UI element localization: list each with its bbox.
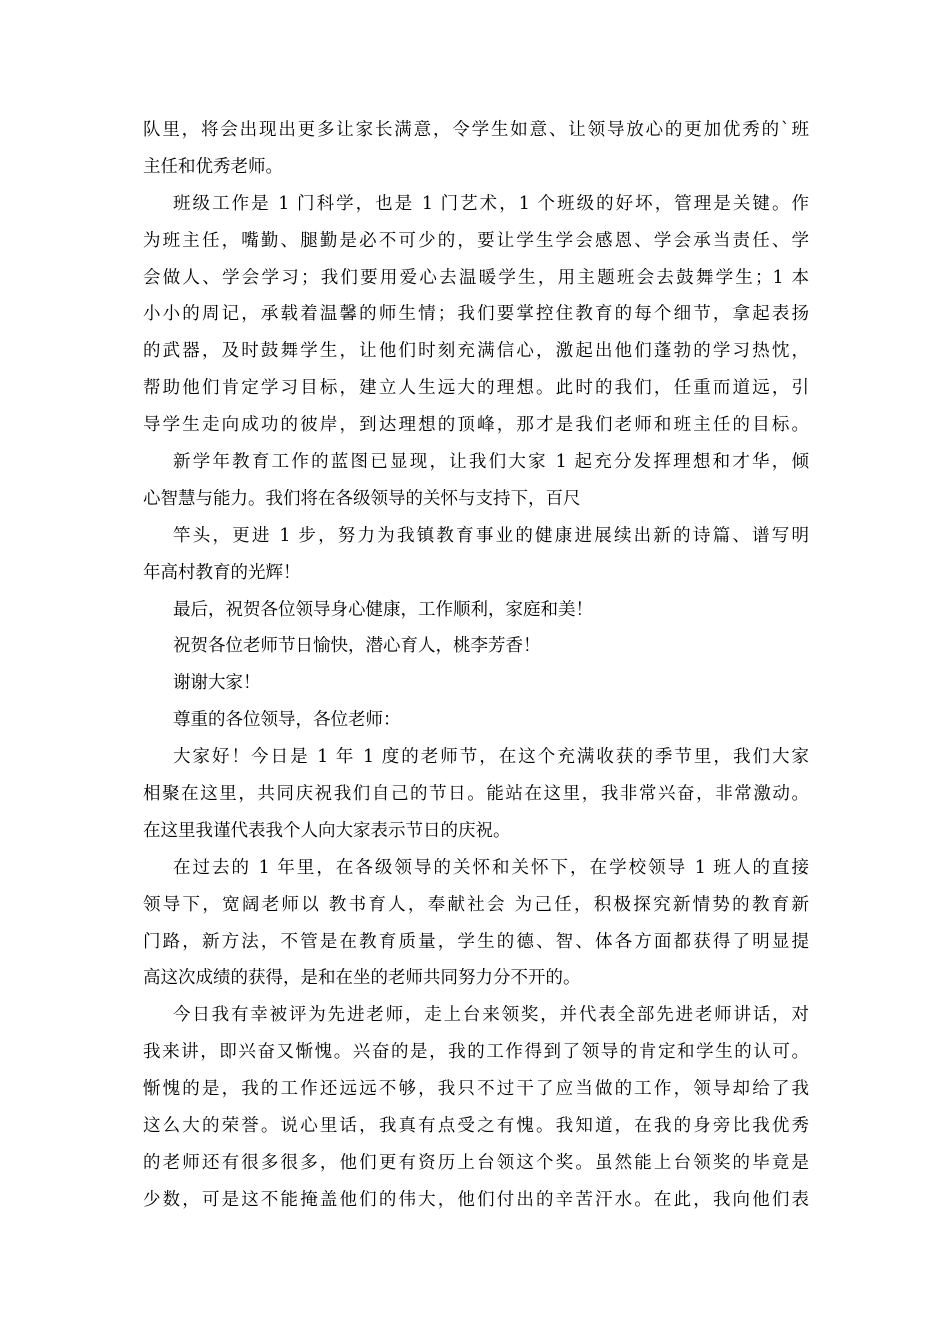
text-line: 谢谢大家！ [173,673,261,694]
text-line: 队里，将会出现出更多让家长满意，令学生如意、让领导放心的更加优秀的`班 [143,120,809,140]
text-line: 少数，可是这不能掩盖他们的伟大，他们付出的辛苦汗水。在此，我向他们表 [143,1189,809,1210]
text-line: 心智慧与能力。我们将在各级领导的关怀与支持下，百尺 [143,488,581,509]
text-line: 在过去的 1 年里，在各级领导的关怀和关怀下，在学校领导 1 班人的直接 [173,857,809,878]
text-line: 最后，祝贺各位领导身心健康，工作顺利，家庭和美！ [173,599,593,620]
text-line: 我来讲，即兴奋又惭愧。兴奋的是，我的工作得到了领导的肯定和学生的认可。 [143,1042,809,1063]
document-page [143,112,809,1219]
text-line: 在这里我谨代表我个人向大家表示节日的庆祝。 [143,820,511,841]
text-line: 的武器，及时鼓舞学生，让他们时刻充满信心，激起出他们蓬勃的学习热忱， [143,341,809,362]
text-line: 导学生走向成功的彼岸，到达理想的顶峰，那才是我们老师和班主任的目标。 [143,415,809,436]
text-line: 尊重的各位领导，各位老师： [173,710,401,731]
text-line: 门路，新方法，不管是在教育质量，学生的德、智、体各方面都获得了明显提 [143,931,809,952]
text-line: 高这次成绩的获得，是和在坐的老师共同努力分不开的。 [143,968,581,989]
text-line: 祝贺各位老师节日愉快，潜心育人，桃李芳香！ [173,636,541,657]
text-line: 竿头，更进 1 步，努力为我镇教育事业的健康进展续出新的诗篇、谱写明 [173,525,809,546]
text-line: 领导下，宽阔老师以 教书育人，奉献社会 为己任，积极探究新情势的教育新 [143,894,809,915]
text-line: 主任和优秀老师。 [143,156,283,177]
text-line: 为班主任，嘴勤、腿勤是必不可少的，要让学生学会感恩、学会承当责任、学 [143,230,809,251]
text-line: 大家好！今日是 1 年 1 度的老师节，在这个充满收获的季节里，我们大家 [173,747,809,768]
text-line: 今日我有幸被评为先进老师，走上台来领奖，并代表全部先进老师讲话，对 [173,1005,809,1026]
text-line: 小小的周记，承载着温馨的师生情；我们要掌控住教育的每个细节，拿起表扬 [143,304,809,325]
text-line: 会做人、学会学习；我们要用爱心去温暖学生，用主题班会去鼓舞学生；1 本 [143,267,809,288]
text-line: 帮助他们肯定学习目标，建立人生远大的理想。此时的我们，任重而道远，引 [143,378,809,399]
text-line: 这么大的荣誉。说心里话，我真有点受之有愧。我知道，在我的身旁比我优秀 [143,1116,809,1137]
text-line: 相聚在这里，共同庆祝我们自己的节日。能站在这里，我非常兴奋，非常激动。 [143,784,809,805]
text-line: 班级工作是 1 门科学，也是 1 门艺术，1 个班级的好坏，管理是关键。作 [173,193,809,214]
text-line: 新学年教育工作的蓝图已显现，让我们大家 1 起充分发挥理想和才华，倾 [173,452,809,473]
text-line: 惭愧的是，我的工作还远远不够，我只不过干了应当做的工作，领导却给了我 [143,1079,809,1100]
text-line: 年高村教育的光辉！ [143,562,301,583]
text-line: 的老师还有很多很多，他们更有资历上台领这个奖。虽然能上台领奖的毕竟是 [143,1152,809,1173]
